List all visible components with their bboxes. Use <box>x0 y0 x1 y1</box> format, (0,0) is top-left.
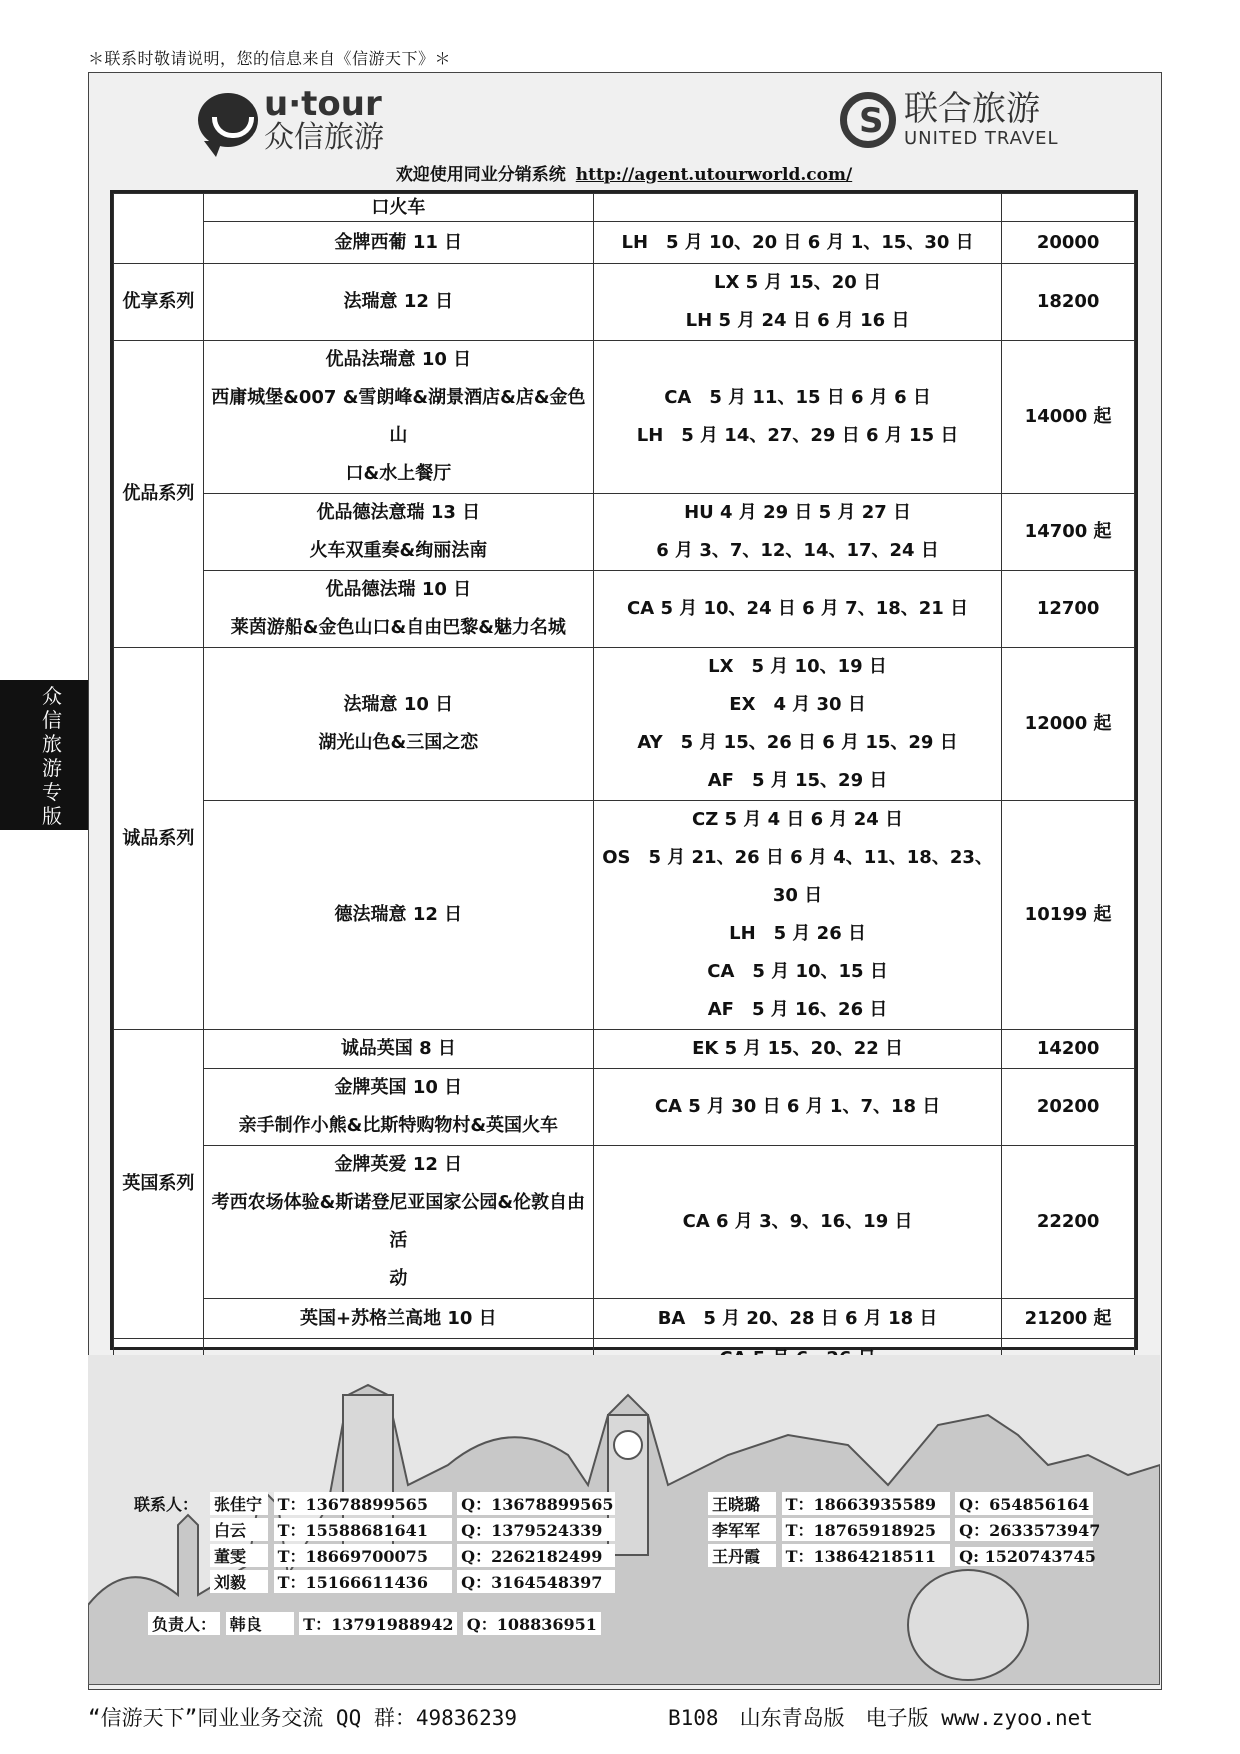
contact-qq: Q：3164548397 <box>457 1570 615 1593</box>
contact-tel: T：13678899565 <box>274 1492 452 1515</box>
price-cell: 14000 起 <box>1002 341 1135 494</box>
price-cell <box>1002 194 1135 222</box>
contact-qq: Q：1379524339 <box>457 1518 615 1541</box>
dates-cell <box>593 648 1001 801</box>
route-title: 优品德法瑞 10 日 <box>325 579 472 600</box>
series-cell: 诚品系列 <box>114 648 204 1030</box>
dates-cell: CA 6 月 3、9、16、19 日 <box>593 1146 1001 1299</box>
united-travel-cn: 联合旅游 <box>904 89 1040 129</box>
utour-logo-cn: 众信旅游 <box>264 120 384 155</box>
sidebar-char: 游 <box>42 756 62 780</box>
route-title: 优品德法意瑞 13 日 <box>316 502 481 523</box>
welcome-text: 欢迎使用同业分销系统 <box>395 165 566 185</box>
agent-url-link[interactable]: http://agent.utourworld.com/ <box>575 165 853 185</box>
route-cell: 英国+苏格兰高地 10 日 <box>203 1299 593 1339</box>
route-cell: 口火车 <box>203 194 593 222</box>
table-row <box>114 194 1135 222</box>
header <box>88 72 1160 192</box>
dates-cell <box>593 341 1001 494</box>
table-row <box>114 264 1135 341</box>
route-highlight: 火车双重奏&绚丽法南 <box>309 540 488 561</box>
speech-bubble-icon <box>198 93 258 147</box>
date-line: LX 5 月 15、20 日 <box>714 272 882 293</box>
route-highlight: 口&水上餐厅 <box>345 463 452 484</box>
route-highlight: 西庸城堡&007 &雪朗峰&湖景酒店&店&金色山 <box>211 387 586 446</box>
route-cell <box>203 494 593 571</box>
united-travel-emblem-icon <box>840 92 896 148</box>
contact-qq: Q: 1520743745 <box>955 1547 1093 1566</box>
united-travel-en: UNITED TRAVEL <box>904 128 1059 149</box>
footer <box>88 1702 1160 1732</box>
route-title: 优品法瑞意 10 日 <box>325 349 472 370</box>
date-line: LX 5 月 10、19 日 <box>708 656 887 677</box>
route-cell <box>203 571 593 648</box>
date-line: 6 月 3、7、12、14、17、24 日 <box>656 540 939 561</box>
date-line: LH 5 月 24 日 6 月 16 日 <box>685 310 910 331</box>
contact-row <box>210 1492 615 1516</box>
footer-left: “信游天下”同业业务交流 QQ 群：49836239 <box>88 1706 518 1730</box>
date-line: LH 5 月 14、27、29 日 6 月 15 日 <box>636 425 959 446</box>
date-line: HU 4 月 29 日 5 月 27 日 <box>684 502 912 523</box>
manager-qq: Q：108836951 <box>463 1612 601 1635</box>
sidebar-tab <box>0 680 88 830</box>
table-row <box>114 494 1135 571</box>
contact-name: 白云 <box>210 1518 268 1541</box>
date-line: CA 5 月 10、15 日 <box>707 961 888 982</box>
route-cell: 德法瑞意 12 日 <box>203 801 593 1030</box>
price-cell: 20200 <box>1002 1069 1135 1146</box>
contact-row <box>210 1518 615 1542</box>
sidebar-char: 版 <box>42 804 62 828</box>
contact-row <box>708 1518 1101 1542</box>
manager-name: 韩良 <box>226 1612 294 1635</box>
route-cell: 诚品英国 8 日 <box>203 1030 593 1069</box>
route-cell <box>203 341 593 494</box>
date-line: OS 5 月 21、26 日 6 月 4、11、18、23、30 日 <box>602 847 993 906</box>
table-row <box>114 1030 1135 1069</box>
tour-table <box>110 190 1138 1350</box>
price-cell: 20000 <box>1002 222 1135 264</box>
contact-tel: T：18663935589 <box>782 1492 950 1515</box>
sidebar-char: 众 <box>42 684 62 708</box>
contacts-label: 联系人： <box>134 1495 199 1514</box>
price-cell: 14200 <box>1002 1030 1135 1069</box>
route-highlight: 考西农场体验&斯诺登尼亚国家公园&伦敦自由活 <box>211 1192 586 1251</box>
route-title: 法瑞意 10 日 <box>343 694 454 715</box>
price-cell: 12000 起 <box>1002 648 1135 801</box>
contact-tel: T：15588681641 <box>274 1518 452 1541</box>
price-cell: 22200 <box>1002 1146 1135 1299</box>
dates-cell: CA 5 月 30 日 6 月 1、7、18 日 <box>593 1069 1001 1146</box>
top-note: ＊联系时敬请说明，您的信息来自《信游天下》＊ <box>88 49 452 68</box>
table-row <box>114 1299 1135 1339</box>
sidebar-char: 信 <box>42 708 62 732</box>
manager-tel: T：13791988942 <box>299 1612 457 1635</box>
route-title: 金牌英爱 12 日 <box>334 1154 463 1175</box>
table-row <box>114 801 1135 1030</box>
sidebar-char: 旅 <box>42 732 62 756</box>
price-cell: 14700 起 <box>1002 494 1135 571</box>
contact-name: 王丹霞 <box>708 1544 776 1567</box>
date-line: LH 5 月 26 日 <box>729 923 867 944</box>
footer-right: B108 山东青岛版 电子版 www.zyoo.net <box>668 1706 1093 1730</box>
date-line: AF 5 月 15、29 日 <box>707 770 888 791</box>
contact-tel: T：18669700075 <box>274 1544 452 1567</box>
date-line: AF 5 月 16、26 日 <box>707 999 888 1020</box>
contact-qq: Q：654856164 <box>955 1492 1093 1515</box>
manager-label: 负责人： <box>148 1612 220 1635</box>
series-cell <box>114 194 204 264</box>
contact-qq: Q：2262182499 <box>457 1544 615 1567</box>
route-cell <box>203 648 593 801</box>
contact-row <box>708 1492 1093 1516</box>
table-row <box>114 1069 1135 1146</box>
united-travel-logo <box>840 90 1059 149</box>
table-row <box>114 341 1135 494</box>
dates-cell: CA 5 月 10、24 日 6 月 7、18、21 日 <box>593 571 1001 648</box>
table-row <box>114 222 1135 264</box>
contact-name: 李军军 <box>708 1518 776 1541</box>
table-row <box>114 1146 1135 1299</box>
series-cell: 优享系列 <box>114 264 204 341</box>
route-cell <box>203 1146 593 1299</box>
manager-row <box>148 1612 601 1636</box>
route-cell: 金牌西葡 11 日 <box>203 222 593 264</box>
dates-cell: EK 5 月 15、20、22 日 <box>593 1030 1001 1069</box>
route-cell <box>203 1069 593 1146</box>
contact-qq: Q：2633573947 <box>955 1518 1093 1541</box>
price-cell: 21200 起 <box>1002 1299 1135 1339</box>
contact-row <box>210 1570 615 1594</box>
route-highlight: 动 <box>389 1268 408 1289</box>
contact-qq: Q：13678899565 <box>457 1492 615 1515</box>
date-line: CZ 5 月 4 日 6 月 24 日 <box>692 809 904 830</box>
dates-cell <box>593 494 1001 571</box>
welcome-line <box>88 160 1160 185</box>
dates-cell <box>593 194 1001 222</box>
contact-name: 张佳宁 <box>210 1492 268 1515</box>
contact-row <box>708 1544 1096 1568</box>
date-line: EX 4 月 30 日 <box>729 694 866 715</box>
contact-name: 刘毅 <box>210 1570 268 1593</box>
contact-row <box>210 1544 615 1568</box>
dates-cell: BA 5 月 20、28 日 6 月 18 日 <box>593 1299 1001 1339</box>
contact-tel: T：15166611436 <box>274 1570 452 1593</box>
contact-name: 董雯 <box>210 1544 268 1567</box>
dates-cell <box>593 264 1001 341</box>
contact-tel: T：13864218511 <box>782 1544 950 1567</box>
route-highlight: 湖光山色&三国之恋 <box>318 732 479 753</box>
table-row <box>114 571 1135 648</box>
date-line: CA 5 月 11、15 日 6 月 6 日 <box>664 387 931 408</box>
series-cell: 优品系列 <box>114 341 204 648</box>
price-cell: 12700 <box>1002 571 1135 648</box>
sidebar-char: 专 <box>42 780 62 804</box>
route-cell: 法瑞意 12 日 <box>203 264 593 341</box>
route-highlight: 莱茵游船&金色山口&自由巴黎&魅力名城 <box>230 617 566 638</box>
dates-cell: LH 5 月 10、20 日 6 月 1、15、30 日 <box>593 222 1001 264</box>
price-cell: 10199 起 <box>1002 801 1135 1030</box>
dates-cell <box>593 801 1001 1030</box>
utour-logo-en: u·tour <box>264 84 382 124</box>
route-highlight: 亲手制作小熊&比斯特购物村&英国火车 <box>238 1115 559 1136</box>
utour-logo <box>198 86 384 154</box>
contact-name: 王晓璐 <box>708 1492 776 1515</box>
series-cell: 英国系列 <box>114 1030 204 1339</box>
contact-tel: T：18765918925 <box>782 1518 950 1541</box>
date-line: AY 5 月 15、26 日 6 月 15、29 日 <box>637 732 958 753</box>
route-title: 金牌英国 10 日 <box>334 1077 463 1098</box>
price-cell: 18200 <box>1002 264 1135 341</box>
table-row <box>114 648 1135 801</box>
